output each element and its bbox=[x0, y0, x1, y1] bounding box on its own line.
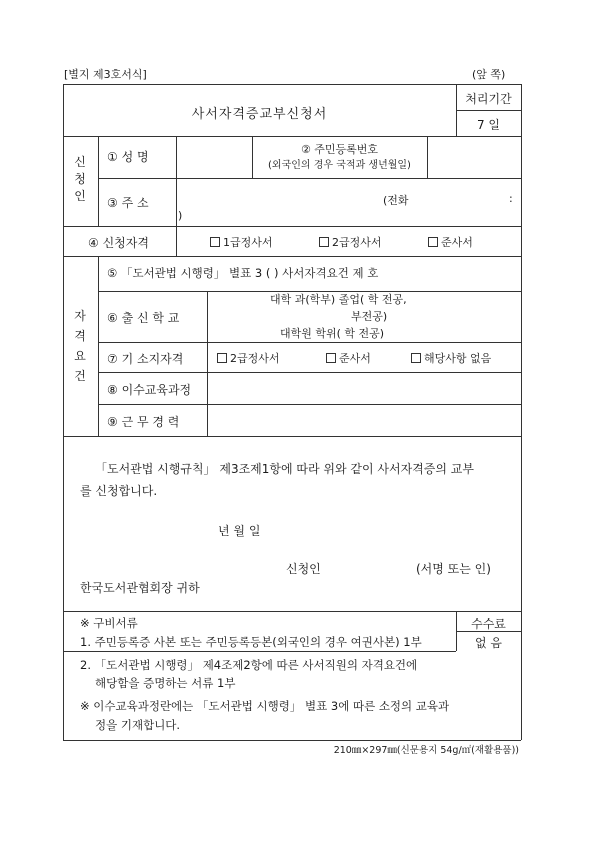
career-input[interactable] bbox=[210, 407, 518, 433]
checkbox-icon bbox=[428, 237, 438, 247]
option-label: 준사서 bbox=[339, 352, 371, 365]
processing-period-value: 7 일 bbox=[476, 118, 501, 132]
requirements-section-label: 자격요건 bbox=[74, 309, 86, 383]
held-qualification-label: ⑦ 기 소지자격 bbox=[107, 352, 184, 366]
resident-number-label: ② 주민등록번호 bbox=[300, 143, 379, 156]
form-title: 사서자격증교부신청서 bbox=[191, 107, 328, 122]
qualification-option-1[interactable] bbox=[210, 234, 273, 250]
declaration-line-2: 를 신청합니다. bbox=[80, 484, 158, 498]
option-label: 준사서 bbox=[441, 236, 473, 249]
school-line-1: 대학 과(학부) 졸업( 학 전공, bbox=[270, 293, 407, 306]
recipient: 한국도서관협회장 귀하 bbox=[80, 581, 200, 595]
option-label: 2급정사서 bbox=[230, 352, 280, 365]
application-date: 년 월 일 bbox=[218, 524, 261, 538]
course-note-cont: 정을 기재합니다. bbox=[95, 718, 181, 732]
career-label: ⑨ 근 무 경 력 bbox=[107, 415, 180, 429]
fee-label: 수수료 bbox=[471, 617, 506, 631]
option-label: 해당사항 없음 bbox=[424, 352, 492, 365]
attachment-item-2: 2. 「도서관법 시행령」 제4조제2항에 따른 사서직원의 자격요건에 bbox=[80, 658, 418, 672]
address-label: ③ 주 소 bbox=[107, 196, 149, 210]
phone-colon: : bbox=[509, 192, 513, 205]
applicant-signature-label: 신청인 bbox=[286, 562, 321, 576]
checkbox-icon bbox=[217, 353, 227, 363]
qualification-label: ④ 신청자격 bbox=[88, 236, 149, 250]
processing-period-label: 처리기간 bbox=[465, 92, 512, 106]
course-label: ⑧ 이수교육과정 bbox=[107, 383, 192, 397]
fee-value: 없 음 bbox=[475, 636, 502, 650]
qualification-option-3[interactable] bbox=[428, 234, 473, 250]
address-input[interactable] bbox=[179, 182, 517, 222]
checkbox-icon bbox=[326, 353, 336, 363]
school-line-3: 대학원 학위( 학 전공) bbox=[280, 327, 385, 340]
attachment-item-2-cont: 해당함을 증명하는 서류 1부 bbox=[95, 676, 236, 690]
phone-close: ) bbox=[178, 209, 183, 222]
paper-spec: 210㎜×297㎜(신문용지 54g/㎡(재활용품)) bbox=[333, 745, 519, 756]
checkbox-icon bbox=[411, 353, 421, 363]
attachment-item-1: 1. 주민등록증 사본 또는 주민등록등본(외국인의 경우 여권사본) 1부 bbox=[80, 635, 422, 649]
qualification-option-2[interactable] bbox=[319, 234, 382, 250]
applicant-section-label: 신청인 bbox=[74, 155, 86, 203]
held-option-2[interactable] bbox=[326, 350, 371, 366]
checkbox-icon bbox=[319, 237, 329, 247]
school-line-2: 부전공) bbox=[351, 310, 388, 323]
name-label: ① 성 명 bbox=[107, 150, 149, 164]
option-label: 1급정사서 bbox=[223, 236, 273, 249]
held-option-1[interactable] bbox=[217, 350, 280, 366]
requirement-row-5: ⑤ 「도서관법 시행령」 별표 3 ( ) 사서자격요건 제 호 bbox=[107, 266, 379, 280]
resident-number-input[interactable] bbox=[430, 140, 518, 176]
phone-label: (전화 bbox=[383, 194, 409, 207]
declaration-line-1: 「도서관법 시행규칙」 제3조제1항에 따라 위와 같이 사서자격증의 교부 bbox=[95, 462, 474, 476]
school-label: ⑥ 출 신 학 교 bbox=[107, 311, 180, 325]
attachments-title: ※ 구비서류 bbox=[80, 616, 138, 630]
signature-note: (서명 또는 인) bbox=[416, 562, 491, 576]
course-note: ※ 이수교육과정란에는 「도서관법 시행령」 별표 3에 따른 소정의 교육과 bbox=[80, 699, 450, 713]
course-input[interactable] bbox=[210, 375, 518, 401]
form-number: [별지 제3호서식] bbox=[64, 68, 147, 81]
held-option-3[interactable] bbox=[411, 350, 491, 366]
name-input[interactable] bbox=[179, 140, 250, 176]
checkbox-icon bbox=[210, 237, 220, 247]
resident-number-sublabel: (외국인의 경우 국적과 생년월일) bbox=[268, 160, 411, 171]
option-label: 2급정사서 bbox=[332, 236, 382, 249]
page-side-label: (앞 쪽) bbox=[472, 68, 506, 81]
